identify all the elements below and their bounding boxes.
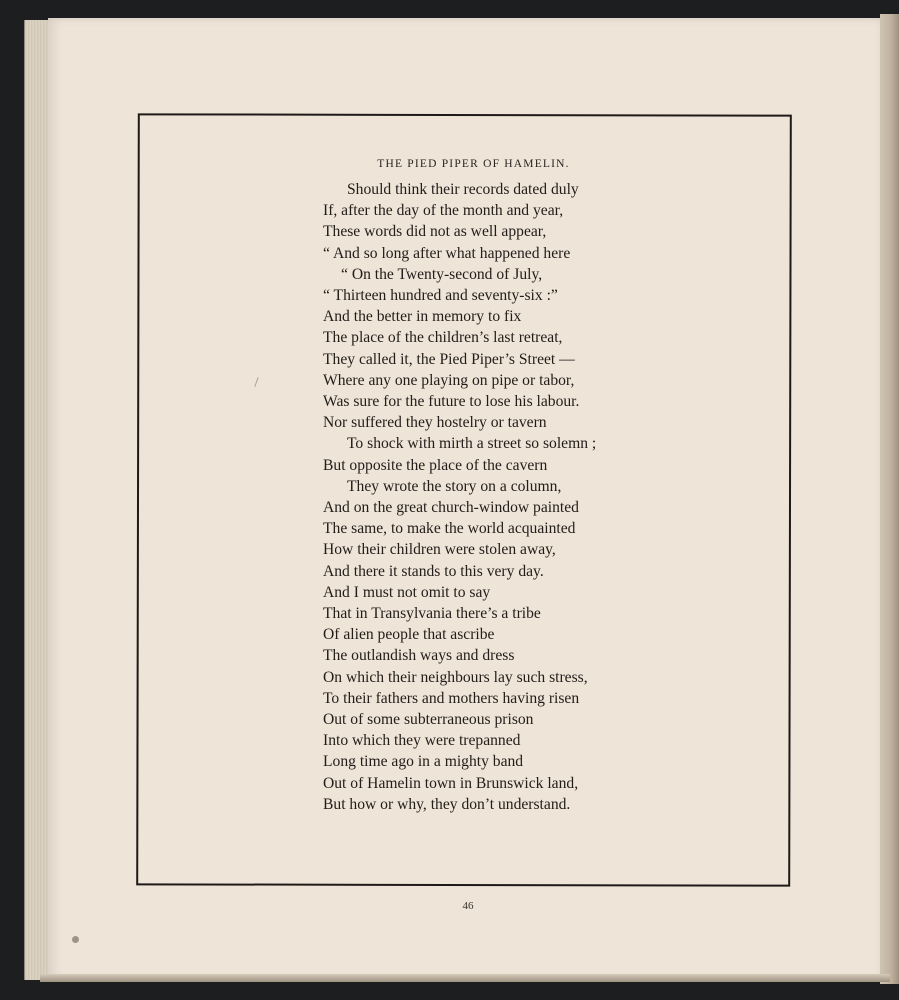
poem-line: These words did not as well appear, — [323, 223, 547, 241]
poem-line: “ Thirteen hundred and seventy-six :” — [323, 287, 558, 305]
poem-line: The place of the children’s last retreat, — [323, 329, 563, 347]
poem-line: They called it, the Pied Piper’s Street — — [323, 350, 575, 368]
poem-line: They wrote the story on a column, — [347, 477, 562, 495]
poem-line: And I must not omit to say — [323, 583, 491, 601]
poem-line: On which their neighbours lay such stress, — [323, 668, 588, 686]
poem-line: And there it stands to this very day. — [323, 562, 544, 580]
poem-line: How their children were stolen away, — [323, 541, 556, 559]
poem-line: Into which they were trepanned — [323, 732, 521, 750]
poem-line: Nor suffered they hostelry or tavern — [323, 414, 547, 432]
poem-line: But how or why, they don’t understand. — [323, 795, 571, 813]
poem-line: The same, to make the world acquainted — [323, 520, 576, 538]
poem-line: “ On the Twenty-second of July, — [341, 265, 543, 283]
poem-line: “ And so long after what happened here — [323, 244, 571, 262]
page-number-text: 46 — [462, 900, 474, 912]
poem-line: The outlandish ways and dress — [323, 647, 515, 665]
poem-line: Where any one playing on pipe or tabor, — [323, 371, 575, 389]
running-header — [0, 158, 899, 170]
poem-line: Was sure for the future to lose his labour. — [323, 393, 580, 411]
poem-line: And on the great church-window painted — [323, 499, 579, 517]
page-bottom-edge — [40, 974, 890, 982]
poem-line: Of alien people that ascribe — [323, 626, 495, 644]
poem-line: If, after the day of the month and year, — [323, 202, 564, 220]
poem-line: Out of Hamelin town in Brunswick land, — [323, 774, 579, 792]
poem-line: To shock with mirth a street so solemn ; — [347, 435, 597, 453]
poem-line: To their fathers and mothers having risen — [323, 689, 580, 707]
poem-line: Long time ago in a mighty band — [323, 753, 524, 771]
poem-line: That in Transylvania there’s a tribe — [323, 605, 541, 623]
page-number — [0, 900, 899, 912]
running-header-text: THE PIED PIPER OF HAMELIN. — [377, 158, 570, 170]
poem-line: Should think their records dated duly — [347, 181, 579, 198]
poem-line: And the better in memory to fix — [323, 308, 522, 326]
poem-line: Out of some subterraneous prison — [323, 711, 534, 729]
poem-text — [323, 179, 663, 815]
poem-line: But opposite the place of the cavern — [323, 456, 548, 474]
page-stain — [72, 936, 79, 943]
